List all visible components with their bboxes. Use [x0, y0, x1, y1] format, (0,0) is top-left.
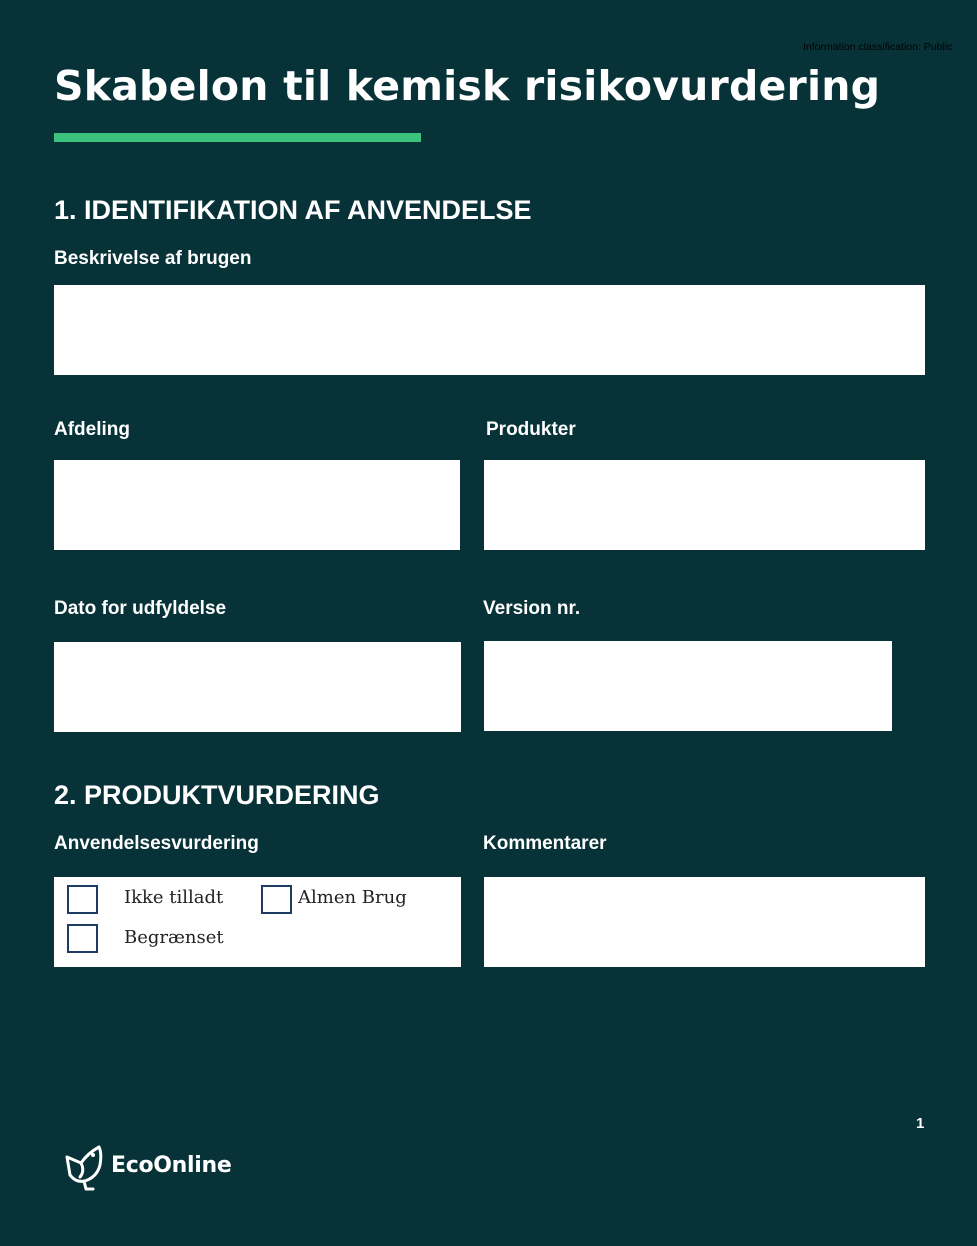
page-title: Skabelon til kemisk risikovurdering	[54, 62, 881, 110]
description-label: Beskrivelse af brugen	[54, 248, 252, 269]
section-1-heading: 1. IDENTIFIKATION AF ANVENDELSE	[54, 195, 532, 225]
page-number: 1	[916, 1115, 925, 1132]
description-field[interactable]	[54, 285, 925, 375]
date-label: Dato for udfyldelse	[54, 598, 227, 619]
section-2-heading: 2. PRODUKTVURDERING	[54, 780, 380, 810]
comments-label: Kommentarer	[483, 833, 607, 854]
comments-field[interactable]	[484, 877, 925, 967]
assessment-options-panel	[54, 877, 461, 967]
logo-text: EcoOnline	[111, 1153, 232, 1178]
not-allowed-label: Ikke tilladt	[124, 887, 224, 908]
version-label: Version nr.	[483, 598, 581, 619]
department-label: Afdeling	[54, 419, 130, 440]
bird-logo-icon	[64, 1143, 106, 1191]
products-field[interactable]	[484, 460, 925, 550]
version-field[interactable]	[484, 641, 892, 731]
restricted-label: Begrænset	[124, 927, 224, 948]
assessment-label: Anvendelsesvurdering	[54, 833, 259, 854]
checkbox-not-allowed[interactable]	[67, 885, 98, 914]
products-label: Produkter	[486, 419, 576, 440]
general-use-label: Almen Brug	[298, 887, 407, 908]
checkbox-restricted[interactable]	[67, 924, 98, 953]
checkbox-general-use[interactable]	[261, 885, 292, 914]
title-accent-bar	[54, 133, 421, 142]
department-field[interactable]	[54, 460, 460, 550]
classification-notice: Information classification: Public	[803, 41, 953, 53]
ecoonline-logo	[64, 1143, 232, 1191]
date-field[interactable]	[54, 642, 461, 732]
